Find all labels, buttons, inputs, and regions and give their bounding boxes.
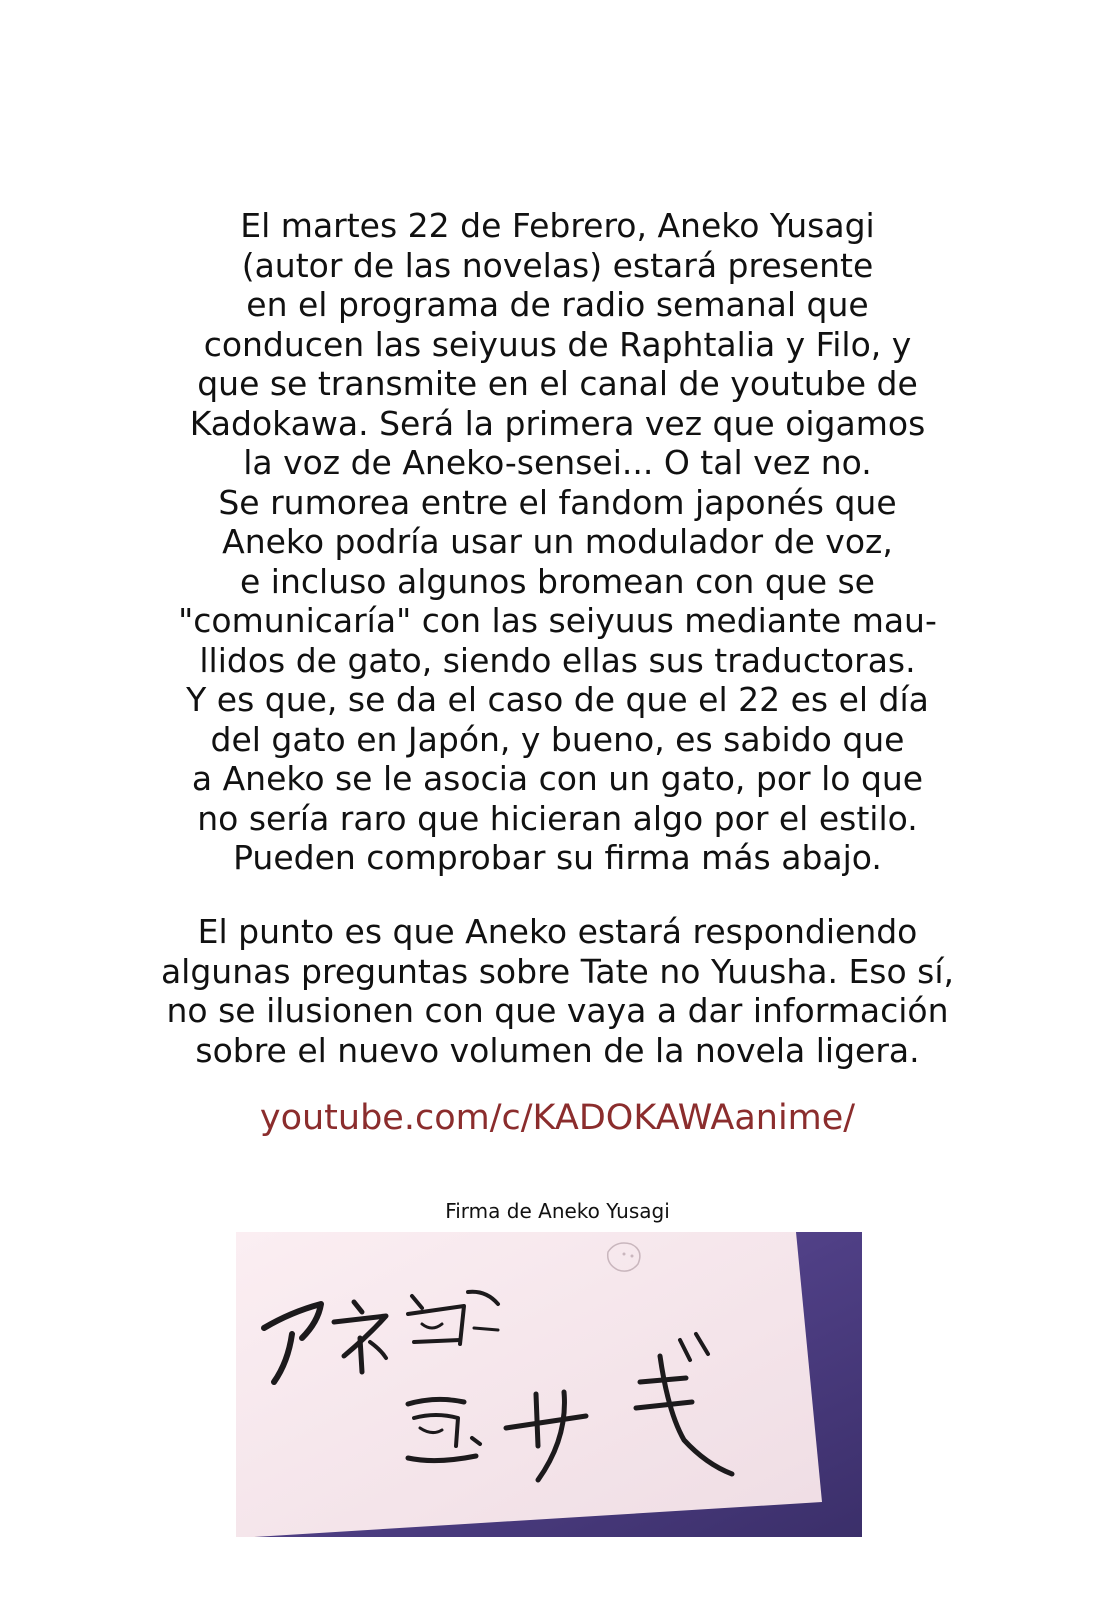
text-line: del gato en Japón, y bueno, es sabido que <box>210 719 905 759</box>
text-line: El martes 22 de Febrero, Aneko Yusagi <box>240 206 875 245</box>
text-line: Aneko podría usar un modulador de voz, <box>222 522 893 561</box>
text-line: Kadokawa. Será la primera vez que oigamos <box>189 403 926 443</box>
text-line: algunas preguntas sobre Tate no Yuusha. Eso sí, <box>160 951 955 991</box>
details-paragraph <box>0 912 1115 1070</box>
signature-caption: Firma de Aneko Yusagi <box>445 1199 670 1223</box>
signature-photo <box>236 1232 862 1537</box>
text-line: llidos de gato, siendo ellas sus traductoras. <box>199 640 916 680</box>
text-line: a Aneko se le asocia con un gato, por lo que <box>191 759 924 798</box>
text-line: la voz de Aneko-sensei... O tal vez no. <box>243 443 872 482</box>
text-line: El punto es que Aneko estará respondiendo <box>197 912 918 951</box>
text-line: Pueden comprobar su firma más abajo. <box>233 838 882 877</box>
text-line: Y es que, se da el caso de que el 22 es el día <box>186 680 929 719</box>
paper-card <box>236 1232 822 1537</box>
text-line: en el programa de radio semanal que <box>246 285 869 324</box>
text-line: no se ilusionen con que vaya a dar información <box>166 991 949 1030</box>
text-line: sobre el nuevo volumen de la novela ligera. <box>195 1030 920 1070</box>
youtube-channel-link[interactable]: youtube.com/c/KADOKAWAanime/ <box>259 1098 856 1138</box>
text-line: que se transmite en el canal de youtube de <box>197 364 918 403</box>
announcement-paragraph <box>0 206 1115 878</box>
text-line: no sería raro que hicieran algo por el estilo. <box>197 798 918 838</box>
text-line: Se rumorea entre el fandom japonés que <box>218 482 897 522</box>
text-line: e incluso algunos bromean con que se <box>240 561 875 601</box>
text-line: conducen las seiyuus de Raphtalia y Filo, y <box>203 324 912 364</box>
text-line: (autor de las novelas) estará presente <box>241 245 874 285</box>
text-line: "comunicaría" con las seiyuus mediante mau- <box>178 601 937 640</box>
signature-image <box>236 1232 862 1537</box>
